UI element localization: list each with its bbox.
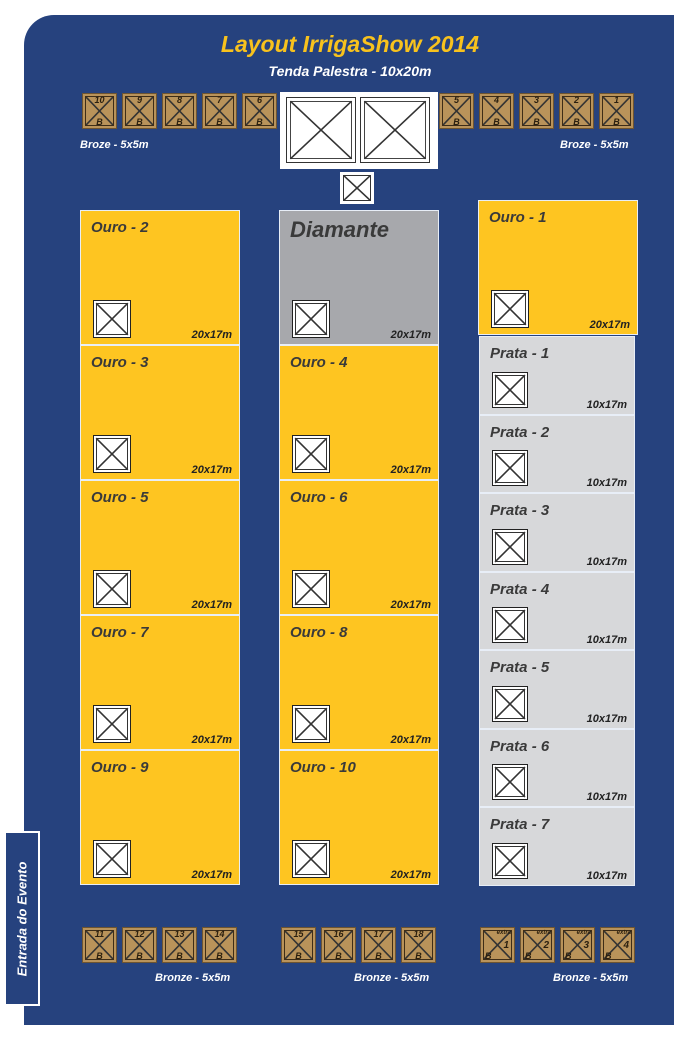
cross-mark: [293, 841, 329, 877]
booth-name: Ouro - 5: [91, 489, 149, 506]
stand-number: 1: [503, 940, 509, 951]
booth-size: 20x17m: [390, 329, 431, 341]
stand-number: 7: [216, 95, 222, 105]
prata-booth[interactable]: [479, 336, 635, 415]
tenda-palestra-area: [280, 92, 438, 169]
bronze-stand[interactable]: [162, 93, 197, 129]
prata-booth[interactable]: [479, 572, 635, 651]
tent-icon: [492, 450, 528, 486]
stand-letter: B: [415, 951, 422, 961]
stand-number: 12: [134, 929, 145, 939]
bottom-bronze-caption-3: Bronze - 5x5m: [553, 972, 629, 984]
stand-letter: B: [136, 117, 143, 127]
booth-name: Ouro - 1: [489, 209, 547, 226]
top-right-bronze-caption: Broze - 5x5m: [560, 139, 629, 151]
tent-icon: [292, 300, 330, 338]
prata-booth[interactable]: [479, 493, 635, 572]
cross-mark: [493, 373, 527, 407]
stand-letter: B: [533, 117, 540, 127]
stand-letter: B: [605, 951, 612, 961]
booth-size: 10x17m: [586, 555, 627, 568]
prata-booth[interactable]: [479, 807, 635, 886]
cross-mark: [94, 841, 130, 877]
bronze-extra-stand[interactable]: [480, 927, 515, 963]
stand-number: 18: [413, 929, 424, 939]
stand-letter: B: [176, 951, 183, 961]
ouro-booth[interactable]: [279, 615, 439, 750]
stand-letter: B: [493, 117, 500, 127]
stand-letter: B: [525, 951, 532, 961]
tent-icon: [93, 705, 131, 743]
booth-size: 20x17m: [191, 329, 232, 341]
stand-number: 17: [373, 929, 384, 939]
stand-letter: B: [295, 951, 302, 961]
booth-size: 10x17m: [586, 398, 627, 411]
bronze-stand[interactable]: [401, 927, 436, 963]
booth-size: 20x17m: [390, 464, 431, 476]
booth-size: 20x17m: [390, 599, 431, 611]
cross-mark: [493, 608, 527, 642]
bronze-stand[interactable]: [202, 927, 237, 963]
cross-mark: [493, 530, 527, 564]
ouro-booth[interactable]: [279, 480, 439, 615]
bronze-stand[interactable]: [202, 93, 237, 129]
layout-title: Layout IrrigaShow 2014: [220, 31, 480, 57]
extra-label: extra: [496, 930, 511, 936]
tent-icon: [286, 97, 356, 163]
booth-name: Prata - 6: [490, 737, 550, 755]
stand-number: 8: [176, 95, 182, 105]
tent-icon: [492, 843, 528, 879]
booth-name: Ouro - 9: [91, 759, 149, 776]
bronze-stand[interactable]: [519, 93, 554, 129]
stand-number: 1: [613, 95, 619, 105]
bronze-stand[interactable]: [242, 93, 277, 129]
stand-letter: B: [216, 951, 223, 961]
cross-mark: [493, 451, 527, 485]
event-entrance: [4, 831, 40, 1006]
cross-mark: [94, 706, 130, 742]
stand-number: 13: [174, 929, 185, 939]
extra-label: extra: [536, 930, 551, 936]
bronze-stand[interactable]: [281, 927, 316, 963]
tent-icon: [492, 764, 528, 800]
stand-letter: B: [256, 117, 263, 127]
stand-number: 11: [94, 929, 105, 939]
booth-size: 10x17m: [586, 869, 627, 882]
booth-name: Ouro - 7: [91, 624, 149, 641]
ouro-booth[interactable]: [279, 345, 439, 480]
stand-letter: B: [96, 951, 103, 961]
booth-size: 10x17m: [586, 791, 627, 803]
cross-mark: [293, 706, 329, 742]
booth-name: Ouro - 10: [290, 759, 356, 776]
entrance-label: Entrada do Evento: [14, 861, 30, 976]
tent-small-icon: [340, 172, 374, 204]
extra-label: extra: [576, 930, 591, 936]
tent-icon: [292, 705, 330, 743]
booth-name: Prata - 1: [490, 345, 550, 362]
bronze-stand[interactable]: [82, 93, 117, 129]
tent-icon: [492, 607, 528, 643]
stand-number: 2: [543, 940, 549, 951]
tent-icon: [292, 435, 330, 473]
booth-name: Prata - 4: [490, 580, 550, 598]
diamante-booth[interactable]: [279, 210, 439, 345]
tent-icon: [360, 97, 430, 163]
booth-name: Ouro - 3: [91, 354, 149, 371]
tent-icon: [492, 686, 528, 722]
stand-letter: B: [573, 117, 580, 127]
stand-number: 3: [533, 95, 539, 105]
stand-number: 6: [256, 95, 262, 105]
stand-number: 4: [493, 95, 499, 105]
cross-mark: [94, 571, 130, 607]
booth-name: Prata - 3: [490, 502, 550, 519]
stand-number: 15: [293, 929, 304, 939]
stand-letter: B: [335, 951, 342, 961]
stand-number: 4: [623, 940, 629, 951]
stand-number: 9: [136, 95, 142, 105]
cross-mark: [361, 98, 429, 162]
stand-letter: B: [565, 951, 572, 961]
bronze-stand[interactable]: [439, 93, 474, 129]
cross-mark: [492, 291, 528, 327]
ouro-booth[interactable]: [279, 750, 439, 885]
prata-booth[interactable]: [479, 650, 635, 729]
bronze-stand[interactable]: [599, 93, 634, 129]
booth-name: Diamante: [290, 217, 390, 242]
ouro-booth[interactable]: [478, 200, 638, 335]
bronze-stand[interactable]: [122, 927, 157, 963]
stand-letter: B: [216, 117, 223, 127]
ouro-booth[interactable]: [80, 480, 240, 615]
cross-mark: [493, 765, 527, 799]
booth-name: Prata - 2: [490, 423, 550, 441]
bronze-extra-stand[interactable]: [520, 927, 555, 963]
booth-name: Ouro - 4: [290, 354, 348, 371]
tent-icon: [492, 372, 528, 408]
ouro-booth[interactable]: [80, 750, 240, 885]
prata-booth[interactable]: [479, 415, 635, 494]
stand-number: 16: [333, 929, 344, 939]
bronze-stand[interactable]: [361, 927, 396, 963]
prata-booth[interactable]: [479, 729, 635, 808]
extra-label: extra: [616, 930, 631, 936]
stand-letter: B: [453, 117, 460, 127]
cross-mark: [94, 301, 130, 337]
bronze-extra-stand[interactable]: [560, 927, 595, 963]
stand-letter: B: [375, 951, 382, 961]
booth-size: 10x17m: [586, 712, 627, 725]
stand-number: 5: [453, 95, 459, 105]
tent-icon: [492, 529, 528, 565]
stand-letter: B: [485, 951, 492, 961]
booth-size: 10x17m: [586, 477, 627, 489]
tent-subtitle: Tenda Palestra - 10x20m: [268, 63, 432, 79]
stand-number: 10: [94, 95, 105, 105]
bronze-stand[interactable]: [162, 927, 197, 963]
bronze-stand[interactable]: [559, 93, 594, 129]
cross-mark: [94, 436, 130, 472]
cross-mark: [293, 571, 329, 607]
booth-size: 10x17m: [586, 634, 627, 646]
bottom-bronze-caption-2: Bronze - 5x5m: [354, 972, 430, 984]
booth-size: 20x17m: [589, 319, 630, 331]
cross-mark: [493, 844, 527, 878]
stand-number: 14: [214, 929, 225, 939]
stand-number: 2: [573, 95, 579, 105]
tent-icon: [491, 290, 529, 328]
ouro-booth[interactable]: [80, 345, 240, 480]
cross-mark: [293, 436, 329, 472]
cross-mark: [287, 98, 355, 162]
tent-icon: [292, 570, 330, 608]
booth-size: 20x17m: [390, 734, 431, 746]
tent-icon: [93, 435, 131, 473]
tent-icon: [292, 840, 330, 878]
booth-name: Ouro - 6: [290, 489, 348, 506]
cross-mark: [293, 301, 329, 337]
booth-name: Prata - 7: [490, 816, 550, 833]
stand-letter: B: [96, 117, 103, 127]
stand-number: 3: [583, 940, 589, 951]
booth-size: 20x17m: [390, 869, 431, 881]
booth-size: 20x17m: [191, 599, 232, 611]
booth-name: Prata - 5: [490, 659, 550, 676]
ouro-booth[interactable]: [80, 210, 240, 345]
stand-letter: B: [176, 117, 183, 127]
booth-size: 20x17m: [191, 464, 232, 476]
bronze-stand[interactable]: [321, 927, 356, 963]
cross-mark: [493, 687, 527, 721]
bronze-stand[interactable]: [82, 927, 117, 963]
booth-name: Ouro - 8: [290, 624, 348, 641]
stand-letter: B: [136, 951, 143, 961]
booth-size: 20x17m: [191, 869, 232, 881]
ouro-booth[interactable]: [80, 615, 240, 750]
bronze-stand[interactable]: [122, 93, 157, 129]
stand-letter: B: [613, 117, 620, 127]
bottom-bronze-caption-1: Bronze - 5x5m: [155, 972, 231, 984]
bronze-stand[interactable]: [479, 93, 514, 129]
bronze-extra-stand[interactable]: [600, 927, 635, 963]
tent-icon: [93, 840, 131, 878]
tent-icon: [93, 570, 131, 608]
cross-mark: [341, 173, 373, 203]
booth-name: Ouro - 2: [91, 219, 149, 236]
booth-size: 20x17m: [191, 734, 232, 746]
tent-icon: [93, 300, 131, 338]
top-left-bronze-caption: Broze - 5x5m: [80, 139, 149, 151]
